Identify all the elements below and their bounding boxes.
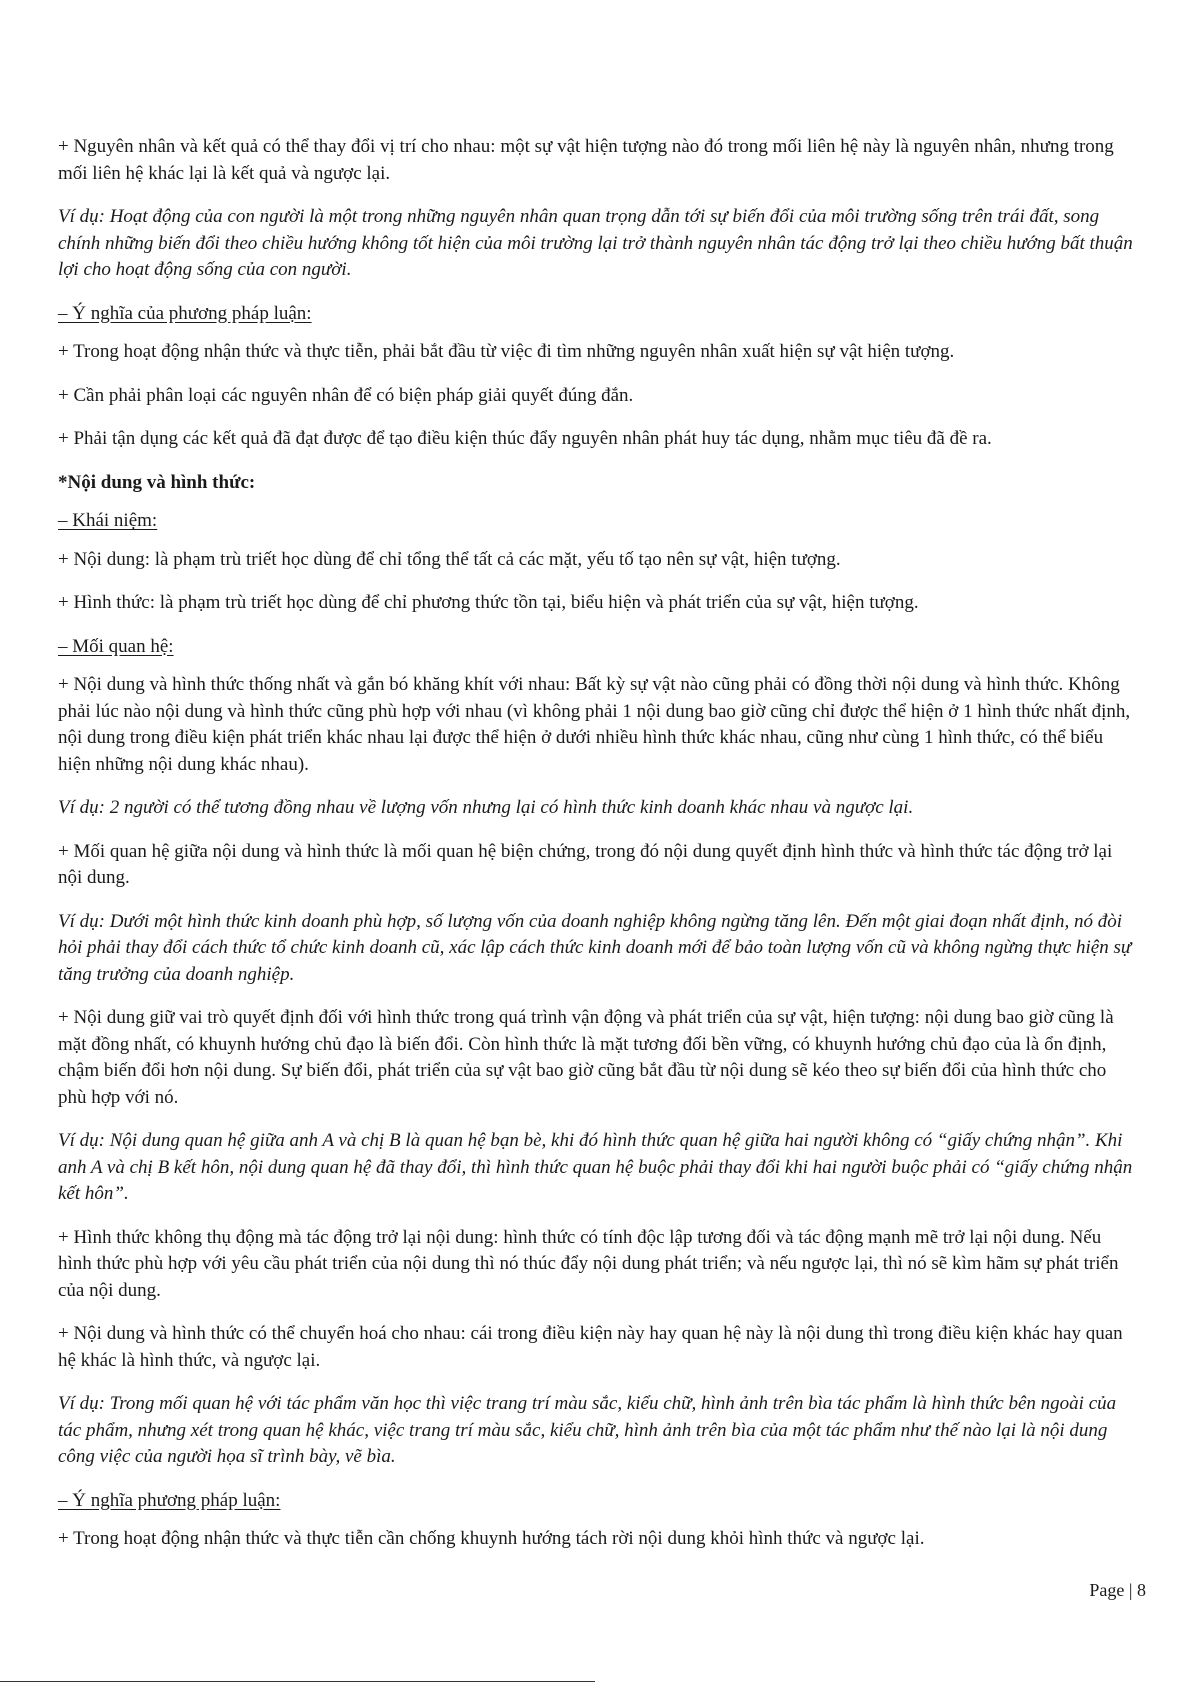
subheading-text: – Mối quan hệ: — [58, 635, 174, 657]
example-paragraph: Ví dụ: Nội dung quan hệ giữa anh A và chị B là quan hệ bạn bè, khi đó hình thức quan hệ giữa hai người không có “giấy chứng nhận”. Khi anh A và chị B kết hôn, nội dung quan hệ đã thay đổi, thì hình thức quan hệ buộc phải thay đổi khi hai người buộc phải có “giấy chứng nhận kết hôn”. — [58, 1130, 1133, 1204]
example-paragraph: Ví dụ: Hoạt động của con người là một trong những nguyên nhân quan trọng dẫn tới sự biến đổi của môi trường sống trên trái đất, song chính những biến đổi theo chiều hướng không tốt hiện của môi trường lại trở thành nguyên nhân tác động trở lại theo chiều hướng bất thuận lợi cho hoạt động sống của con người. — [58, 206, 1133, 280]
paragraph: + Nội dung giữ vai trò quyết định đối với hình thức trong quá trình vận động và phát triển của sự vật, hiện tượng: nội dung bao giờ cũng là mặt đồng nhất, có khuynh hướng chủ đạo là biến đổi. Còn hình thức là mặt tương đối bền vững, có khuynh hướng chủ đạo của là ổn định, chậm biến đổi hơn nội dung. Sự biến đổi, phát triển của sự vật bao giờ cũng bắt đầu từ nội dung sẽ kéo theo sự biến đổi của hình thức cho phù hợp với nó. — [58, 1007, 1114, 1108]
page-number: Page | 8 — [1089, 1580, 1146, 1600]
subheading — [58, 1488, 1133, 1515]
paragraph: + Phải tận dụng các kết quả đã đạt được để tạo điều kiện thúc đẩy nguyên nhân phát huy tác dụng, nhằm mục tiêu đã đề ra. — [58, 428, 992, 449]
paragraph: + Trong hoạt động nhận thức và thực tiễn, phải bắt đầu từ việc đi tìm những nguyên nhân xuất hiện sự vật hiện tượng. — [58, 341, 955, 362]
paragraph: + Trong hoạt động nhận thức và thực tiễn cần chống khuynh hướng tách rời nội dung khỏi hình thức và ngược lại. — [58, 1528, 925, 1549]
example-paragraph: Ví dụ: Dưới một hình thức kinh doanh phù hợp, số lượng vốn của doanh nghiệp không ngừng tăng lên. Đến một giai đoạn nhất định, nó đòi hỏi phải thay đổi cách thức tổ chức kinh doanh cũ, xác lập cách thức kinh doanh mới để bảo toàn lượng vốn cũ và không ngừng thực hiện sự tăng trưởng của doanh nghiệp. — [58, 910, 1132, 985]
subheading-text: – Ý nghĩa của phương pháp luận: — [58, 302, 312, 324]
paragraph: + Nội dung và hình thức có thể chuyển hoá cho nhau: cái trong điều kiện này hay quan hệ này là nội dung thì trong điều kiện khác hay quan hệ khác là hình thức, và ngược lại. — [58, 1323, 1123, 1371]
paragraph: + Mối quan hệ giữa nội dung và hình thức là mối quan hệ biện chứng, trong đó nội dung quyết định hình thức và hình thức tác động trở lại nội dung. — [58, 840, 1113, 888]
paragraph: + Cần phải phân loại các nguyên nhân để có biện pháp giải quyết đúng đắn. — [58, 384, 634, 406]
example-paragraph: Ví dụ: 2 người có thể tương đồng nhau về lượng vốn nhưng lại có hình thức kinh doanh khác nhau và ngược lại. — [58, 797, 914, 818]
paragraph: + Nội dung: là phạm trù triết học dùng để chỉ tổng thể tất cả các mặt, yếu tố tạo nên sự vật, hiện tượng. — [58, 548, 841, 570]
subheading-text: – Khái niệm: — [58, 510, 158, 531]
paragraph: + Nguyên nhân và kết quả có thể thay đổi vị trí cho nhau: một sự vật hiện tượng nào đó trong mối liên hệ này là nguyên nhân, nhưng trong mối liên hệ khác lại là kết quả và ngược lại. — [58, 136, 1114, 184]
subheading — [58, 301, 1133, 328]
document-body — [58, 134, 1133, 1570]
subheading — [58, 634, 1133, 661]
subheading — [58, 508, 1133, 535]
footer-divider — [0, 1681, 595, 1682]
example-paragraph: Ví dụ: Trong mối quan hệ với tác phẩm văn học thì việc trang trí màu sắc, kiểu chữ, hình ảnh trên bìa tác phẩm là hình thức bên ngoài của tác phẩm, nhưng xét trong quan hệ khác, việc trang trí màu sắc, kiểu chữ, hình ảnh trên bìa của một tác phẩm như thế nào lại là nội dung công việc của người họa sĩ trình bày, vẽ bìa. — [58, 1393, 1117, 1467]
paragraph: + Hình thức: là phạm trù triết học dùng để chỉ phương thức tồn tại, biểu hiện và phát triển của sự vật, hiện tượng. — [58, 592, 919, 613]
section-title: *Nội dung và hình thức: — [58, 471, 256, 493]
paragraph: + Hình thức không thụ động mà tác động trở lại nội dung: hình thức có tính độc lập tương đối và tác động mạnh mẽ trở lại nội dung. Nếu hình thức phù hợp với yêu cầu phát triển của nội dung thì nó thúc đẩy nội dung phát triển; và nếu ngược lại, thì nó sẽ kìm hãm sự phát triển của nội dung. — [58, 1226, 1119, 1301]
paragraph: + Nội dung và hình thức thống nhất và gắn bó khăng khít với nhau: Bất kỳ sự vật nào cũng phải có đồng thời nội dung và hình thức. Không phải lúc nào nội dung và hình thức cũng phù hợp với nhau (vì không phải 1 nội dung bao giờ cũng chỉ được thể hiện ở 1 hình thức nhất định, nội dung trong điều kiện phát triển khác nhau lại được thể hiện ở dưới nhiều hình thức khác nhau, cũng như cùng 1 hình thức, có thể biểu hiện những nội dung khác nhau). — [58, 674, 1131, 775]
subheading-text: – Ý nghĩa phương pháp luận: — [58, 1489, 281, 1511]
